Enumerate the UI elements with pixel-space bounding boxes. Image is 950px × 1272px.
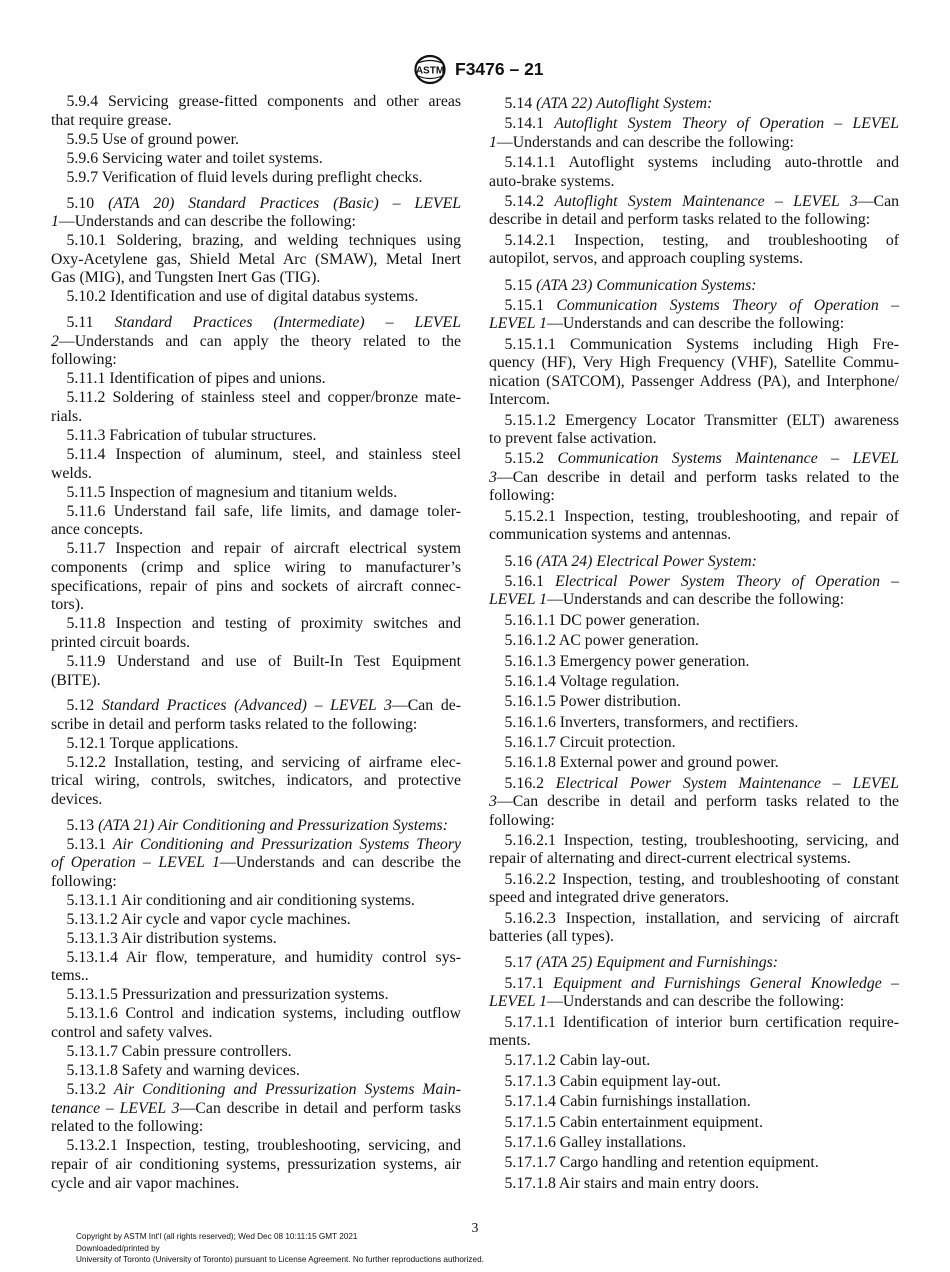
text-line: 5.16.2.1 Inspection, testing, troubleshooting, servicing, and xyxy=(504,831,899,849)
italic-title-run: Air Conditioning and Pressurization Systems Theory xyxy=(112,835,461,853)
text-line: communication systems and antennas. xyxy=(489,526,732,544)
text-line xyxy=(51,195,461,214)
text-line xyxy=(51,854,461,873)
text-line: 5.17.1.6 Galley installations. xyxy=(504,1133,687,1151)
clause-5-14-1 xyxy=(489,115,899,152)
text-line: to prevent false activation. xyxy=(489,430,657,448)
text-run: 5.16.2 xyxy=(504,774,556,792)
clause-5-10 xyxy=(51,195,461,232)
italic-title-run: 3 xyxy=(489,468,497,486)
text-line: 5.16.1.5 Power distribution. xyxy=(504,693,681,711)
italic-title-run: Autoflight System Maintenance – LEVEL 3 xyxy=(554,192,858,210)
text-line: specifications, repair of pins and sockets of aircraft connec- xyxy=(51,577,461,595)
right-column xyxy=(489,93,899,1193)
text-line: 5.13.1.2 Air cycle and vapor cycle machines. xyxy=(66,910,351,928)
text-line: welds. xyxy=(51,464,92,482)
text-line: 5.11.7 Inspection and repair of aircraft electrical system xyxy=(66,540,461,558)
text-line xyxy=(51,1081,461,1100)
clause-5-12-2 xyxy=(51,754,461,810)
clause-5-16-2-1 xyxy=(489,832,899,869)
text-run: 5.15 xyxy=(504,276,537,294)
text-line: 5.17.1.1 Identification of interior burn certification require- xyxy=(504,1013,899,1031)
italic-title-run: Electrical Power System Theory of Operation – xyxy=(555,572,899,590)
text-run: 5.10 xyxy=(66,194,109,212)
clause-5-13-1-1 xyxy=(51,892,461,911)
clause-5-13 xyxy=(51,817,461,836)
clause-5-13-1-5 xyxy=(51,986,461,1005)
text-line xyxy=(51,1100,461,1119)
clause-5-14-2-1 xyxy=(489,232,899,269)
text-run: —Understands and can describe the following: xyxy=(547,591,845,609)
text-line: 5.14.2.1 Inspection, testing, and troubleshooting of xyxy=(504,231,899,249)
text-line xyxy=(489,993,899,1012)
text-line: Oxy-Acetylene gas, Shield Metal Arc (SMAW), Metal Inert xyxy=(51,250,461,268)
text-line xyxy=(51,697,461,716)
copyright-footer xyxy=(76,1231,484,1266)
standard-designation: F3476 – 21 xyxy=(455,58,544,79)
text-line: 5.10.2 Identification and use of digital databus systems. xyxy=(66,288,419,306)
text-line xyxy=(51,836,461,855)
text-line: components (crimp and splice wiring to manufacturer’s xyxy=(51,558,461,576)
clause-5-16-1-7 xyxy=(489,734,899,753)
clause-5-12-1 xyxy=(51,735,461,754)
text-line: devices. xyxy=(51,791,103,808)
text-line: 5.17.1.7 Cargo handling and retention equipment. xyxy=(504,1154,819,1172)
text-line xyxy=(489,277,899,296)
text-line: following: xyxy=(51,872,117,890)
italic-title-run: tenance – LEVEL 3 xyxy=(51,1099,180,1117)
clause-5-16-1 xyxy=(489,573,899,610)
text-line xyxy=(489,134,899,153)
clause-5-16-1-2 xyxy=(489,632,899,651)
text-line: 5.11.6 Understand fail safe, life limits, and damage toler- xyxy=(66,502,461,520)
astm-logo xyxy=(410,54,450,85)
text-line: 5.17.1.8 Air stairs and main entry doors. xyxy=(504,1174,759,1192)
clause-5-9-4 xyxy=(51,93,461,130)
text-run: —Understands and can describe the xyxy=(219,854,461,872)
text-line: batteries (all types). xyxy=(489,928,615,946)
text-line: 5.11.3 Fabrication of tubular structures. xyxy=(66,426,317,444)
text-line: 5.9.5 Use of ground power. xyxy=(66,131,239,148)
text-line xyxy=(51,333,461,352)
text-line xyxy=(489,115,899,134)
text-line: 5.11.4 Inspection of aluminum, steel, and stainless steel xyxy=(66,445,461,463)
text-line: that require grease. xyxy=(51,112,172,129)
italic-title-run: Electrical Power System Maintenance – LEVEL xyxy=(555,774,899,792)
clause-5-16-2-3 xyxy=(489,910,899,947)
clause-5-15-1 xyxy=(489,297,899,334)
clause-5-13-1-7 xyxy=(51,1043,461,1062)
italic-title-run: Air Conditioning and Pressurization Systems Main- xyxy=(113,1081,461,1099)
clause-5-16-1-1 xyxy=(489,612,899,631)
italic-title-run: 1 xyxy=(489,133,497,151)
copyright-line: Copyright by ASTM Int'l (all rights reserved); Wed Dec 08 10:11:15 GMT 2021 xyxy=(76,1232,358,1241)
text-line xyxy=(489,450,899,469)
text-line: 5.13.1.4 Air flow, temperature, and humidity control sys- xyxy=(66,948,461,966)
text-line: repair of air conditioning systems, pressurization systems, air xyxy=(51,1156,461,1174)
text-run: —Can xyxy=(857,192,899,210)
clause-5-16-1-3 xyxy=(489,653,899,672)
clause-5-17-1-7 xyxy=(489,1154,899,1173)
text-line: 5.17.1.5 Cabin entertainment equipment. xyxy=(504,1113,763,1131)
clause-5-16-1-8 xyxy=(489,754,899,773)
downloaded-line: Downloaded/printed by xyxy=(76,1243,160,1253)
clause-5-13-1-4 xyxy=(51,949,461,986)
text-line: 5.16.1.7 Circuit protection. xyxy=(504,733,676,751)
clause-5-17-1-3 xyxy=(489,1073,899,1092)
clause-5-9-6 xyxy=(51,150,461,169)
text-line xyxy=(489,591,899,610)
text-run: 5.14 xyxy=(504,94,537,112)
text-line: 5.17.1.3 Cabin equipment lay-out. xyxy=(504,1072,721,1090)
text-line: describe in detail and perform tasks related to the following: xyxy=(489,211,871,229)
text-line: cycle and air vapor machines. xyxy=(51,1174,240,1192)
text-line: following: xyxy=(489,811,555,829)
text-run: 5.17 xyxy=(504,954,537,972)
text-line: printed circuit boards. xyxy=(51,633,191,651)
italic-title-run: Standard Practices (Intermediate) – LEVEL xyxy=(114,313,461,331)
italic-title-run: (ATA 25) Equipment and Furnishings: xyxy=(536,954,779,972)
text-run: 5.12 xyxy=(66,697,102,715)
license-line: University of Toronto (University of Toronto) pursuant to License Agreement. No further reproductions authorized. xyxy=(76,1255,484,1265)
clause-5-16-1-6 xyxy=(489,714,899,733)
italic-title-run: 2 xyxy=(51,332,59,350)
italic-title-run: Equipment and Furnishings General Knowledge – xyxy=(553,974,899,992)
italic-title-run: of Operation – LEVEL 1 xyxy=(51,854,220,872)
clause-5-17 xyxy=(489,954,899,973)
text-line: control and safety valves. xyxy=(51,1024,213,1042)
clause-5-14-2 xyxy=(489,193,899,230)
clause-5-16-1-5 xyxy=(489,693,899,712)
text-run: —Can describe in detail and perform tasks xyxy=(179,1099,461,1117)
text-line: 5.11.9 Understand and use of Built-In Test Equipment xyxy=(66,652,461,670)
text-line xyxy=(489,315,899,334)
text-line: 5.16.2.3 Inspection, installation, and servicing of aircraft xyxy=(504,909,899,927)
text-line xyxy=(489,193,899,212)
text-line: related to the following: xyxy=(51,1118,204,1136)
text-line xyxy=(489,553,899,572)
text-line xyxy=(51,817,461,836)
text-line: 5.13.1.1 Air conditioning and air conditioning systems. xyxy=(66,891,415,909)
text-line xyxy=(489,793,899,812)
text-line: 5.13.1.8 Safety and warning devices. xyxy=(66,1062,300,1080)
text-line: 5.13.1.3 Air distribution systems. xyxy=(66,929,277,947)
clause-5-17-1-8 xyxy=(489,1175,899,1194)
clause-5-12 xyxy=(51,697,461,734)
text-run: 5.13.2 xyxy=(66,1081,114,1099)
text-line: 5.12.1 Torque applications. xyxy=(66,734,239,752)
text-line: speed and integrated drive generators. xyxy=(489,889,729,907)
text-run: —Can describe in detail and perform tasks related to the xyxy=(496,793,899,811)
italic-title-run: Autoflight System Theory of Operation – LEVEL xyxy=(554,115,899,133)
text-line: 5.16.2.2 Inspection, testing, and troubleshooting of constant xyxy=(504,870,899,888)
text-line: 5.16.1.6 Inverters, transformers, and rectifiers. xyxy=(504,713,799,731)
text-run: —Understands and can describe the following: xyxy=(547,993,845,1011)
clause-5-13-1-2 xyxy=(51,911,461,930)
italic-title-run: LEVEL 1 xyxy=(489,591,548,609)
text-line: ments. xyxy=(489,1032,531,1050)
clause-5-17-1-1 xyxy=(489,1014,899,1051)
text-run: 5.13 xyxy=(66,816,99,834)
text-run: —Understands and can describe the following: xyxy=(58,213,356,231)
italic-title-run: (ATA 20) Standard Practices (Basic) – LEVEL xyxy=(108,194,461,212)
text-line: quency (HF), Very High Frequency (VHF), Satellite Commu- xyxy=(489,354,899,372)
text-line: 5.9.7 Verification of fluid levels during preflight checks. xyxy=(66,169,423,186)
text-line: auto-brake systems. xyxy=(489,172,615,190)
text-run: 5.14.2 xyxy=(504,192,555,210)
text-line: scribe in detail and perform tasks related to the following: xyxy=(51,715,418,733)
text-line: rials. xyxy=(51,407,83,425)
text-line xyxy=(489,297,899,316)
text-run: —Understands and can apply the theory related to the xyxy=(58,332,461,350)
text-run: 5.16.1 xyxy=(504,572,556,590)
text-line: 5.13.1.7 Cabin pressure controllers. xyxy=(66,1043,292,1061)
text-line: 5.16.1.3 Emergency power generation. xyxy=(504,652,750,670)
text-line xyxy=(489,775,899,794)
text-line: tems.. xyxy=(51,967,89,985)
clause-5-11 xyxy=(51,314,461,370)
italic-title-run: LEVEL 1 xyxy=(489,993,548,1011)
clause-5-13-2 xyxy=(51,1081,461,1137)
text-line xyxy=(489,975,899,994)
left-column xyxy=(51,93,461,1193)
clause-5-17-1-2 xyxy=(489,1052,899,1071)
clause-5-13-1-6 xyxy=(51,1005,461,1042)
clause-5-9-7 xyxy=(51,169,461,188)
clause-5-17-1-4 xyxy=(489,1093,899,1112)
text-run: 5.13.1 xyxy=(66,835,113,853)
text-run: 5.17.1 xyxy=(504,974,554,992)
text-line: nication (SATCOM), Passenger Address (PA), and Interphone/ xyxy=(489,372,899,390)
clause-5-11-2 xyxy=(51,389,461,426)
text-line xyxy=(489,469,899,488)
text-line: 5.16.1.2 AC power generation. xyxy=(504,632,699,650)
text-line: 5.13.1.5 Pressurization and pressurization systems. xyxy=(66,986,389,1004)
clause-5-11-6 xyxy=(51,503,461,540)
text-line: 5.11.5 Inspection of magnesium and titanium welds. xyxy=(66,483,398,501)
italic-title-run: Communication Systems Theory of Operation – xyxy=(556,296,899,314)
text-line xyxy=(489,573,899,592)
clause-5-14-1-1 xyxy=(489,154,899,191)
text-line: 5.9.4 Servicing grease-fitted components and other areas xyxy=(66,93,461,111)
clause-5-14 xyxy=(489,95,899,114)
text-line: 5.13.1.6 Control and indication systems, including outflow xyxy=(66,1005,461,1023)
text-run: 5.15.2 xyxy=(504,450,558,468)
text-line: tors). xyxy=(51,596,84,614)
clause-5-13-1-8 xyxy=(51,1062,461,1081)
clause-5-16 xyxy=(489,553,899,572)
clause-5-13-2-1 xyxy=(51,1137,461,1193)
text-line: 5.11.2 Soldering of stainless steel and copper/bronze mate- xyxy=(66,389,461,407)
clause-5-10-1 xyxy=(51,232,461,288)
clause-5-11-1 xyxy=(51,370,461,389)
text-line: Intercom. xyxy=(489,391,550,409)
italic-title-run: Standard Practices (Advanced) – LEVEL 3 xyxy=(101,697,392,715)
italic-title-run: (ATA 23) Communication Systems: xyxy=(536,276,757,294)
text-run: —Can de- xyxy=(391,697,461,715)
clause-5-15-2-1 xyxy=(489,508,899,545)
text-run: 5.16 xyxy=(504,552,537,570)
clause-5-11-9 xyxy=(51,653,461,690)
text-run: 5.14.1 xyxy=(504,115,555,133)
text-line: 5.16.1.8 External power and ground power. xyxy=(504,754,779,772)
text-line: repair of alternating and direct-current electrical systems. xyxy=(489,850,851,868)
document-header xyxy=(410,53,544,85)
text-run: —Can describe in detail and perform tasks related to the xyxy=(496,468,899,486)
clause-5-9-5 xyxy=(51,131,461,150)
clause-5-13-1-3 xyxy=(51,930,461,949)
text-line xyxy=(489,954,899,973)
text-line: Gas (MIG), and Tungsten Inert Gas (TIG). xyxy=(51,269,321,287)
text-line: 5.12.2 Installation, testing, and servicing of airframe elec- xyxy=(66,753,461,771)
clause-5-15 xyxy=(489,277,899,296)
italic-title-run: 1 xyxy=(51,213,59,231)
text-line: 5.11.8 Inspection and testing of proximity switches and xyxy=(66,615,461,633)
text-line: following: xyxy=(489,487,555,505)
clause-5-17-1-5 xyxy=(489,1114,899,1133)
text-line: 5.16.1.1 DC power generation. xyxy=(504,611,700,629)
text-line: following: xyxy=(51,351,117,369)
clause-5-16-2 xyxy=(489,775,899,831)
italic-title-run: (ATA 24) Electrical Power System: xyxy=(536,552,757,570)
text-line: (BITE). xyxy=(51,671,101,689)
astm-logo-lettering: ASTM xyxy=(415,64,445,76)
text-line xyxy=(51,213,461,232)
clause-5-11-7 xyxy=(51,540,461,615)
text-line xyxy=(489,95,899,114)
italic-title-run: Communication Systems Maintenance – LEVEL xyxy=(557,450,899,468)
page-number: 3 xyxy=(471,1220,479,1235)
text-run: 5.15.1 xyxy=(504,296,557,314)
clause-5-17-1 xyxy=(489,975,899,1012)
text-line: 5.17.1.2 Cabin lay-out. xyxy=(504,1052,651,1070)
text-line: 5.15.1.1 Communication Systems including High Fre- xyxy=(504,335,899,353)
clause-5-15-1-1 xyxy=(489,336,899,410)
clause-5-17-1-6 xyxy=(489,1134,899,1153)
text-line: 5.13.2.1 Inspection, testing, troubleshooting, servicing, and xyxy=(66,1137,461,1155)
clause-5-11-3 xyxy=(51,427,461,446)
clause-5-15-1-2 xyxy=(489,412,899,449)
text-line: 5.15.2.1 Inspection, testing, troubleshooting, and repair of xyxy=(504,507,899,525)
clause-5-16-1-4 xyxy=(489,673,899,692)
text-line: 5.15.1.2 Emergency Locator Transmitter (ELT) awareness xyxy=(504,411,899,429)
text-line: ance concepts. xyxy=(51,521,144,539)
text-line: 5.10.1 Soldering, brazing, and welding techniques using xyxy=(66,232,461,250)
clause-5-11-4 xyxy=(51,446,461,483)
text-line: trical wiring, controls, switches, indicators, and protective xyxy=(51,772,461,790)
text-run: —Understands and can describe the following: xyxy=(496,133,794,151)
text-line: 5.11.1 Identification of pipes and unions. xyxy=(66,370,326,388)
text-line: autopilot, servos, and approach coupling systems. xyxy=(489,250,804,268)
clause-5-10-2 xyxy=(51,288,461,307)
clause-5-15-2 xyxy=(489,450,899,506)
text-line: 5.9.6 Servicing water and toilet systems. xyxy=(66,150,323,167)
text-line: 5.14.1.1 Autoflight systems including auto-throttle and xyxy=(504,154,899,172)
text-line: 5.16.1.4 Voltage regulation. xyxy=(504,672,680,690)
clause-5-11-5 xyxy=(51,484,461,503)
italic-title-run: (ATA 21) Air Conditioning and Pressurization Systems: xyxy=(98,816,448,834)
text-run: —Understands and can describe the following: xyxy=(547,315,845,333)
clause-5-16-2-2 xyxy=(489,871,899,908)
text-line: 5.17.1.4 Cabin furnishings installation. xyxy=(504,1093,751,1111)
text-line xyxy=(51,314,461,333)
italic-title-run: LEVEL 1 xyxy=(489,315,548,333)
italic-title-run: (ATA 22) Autoflight System: xyxy=(536,94,713,112)
italic-title-run: 3 xyxy=(489,793,497,811)
clause-5-13-1 xyxy=(51,836,461,892)
clause-5-11-8 xyxy=(51,615,461,652)
text-run: 5.11 xyxy=(66,313,115,331)
